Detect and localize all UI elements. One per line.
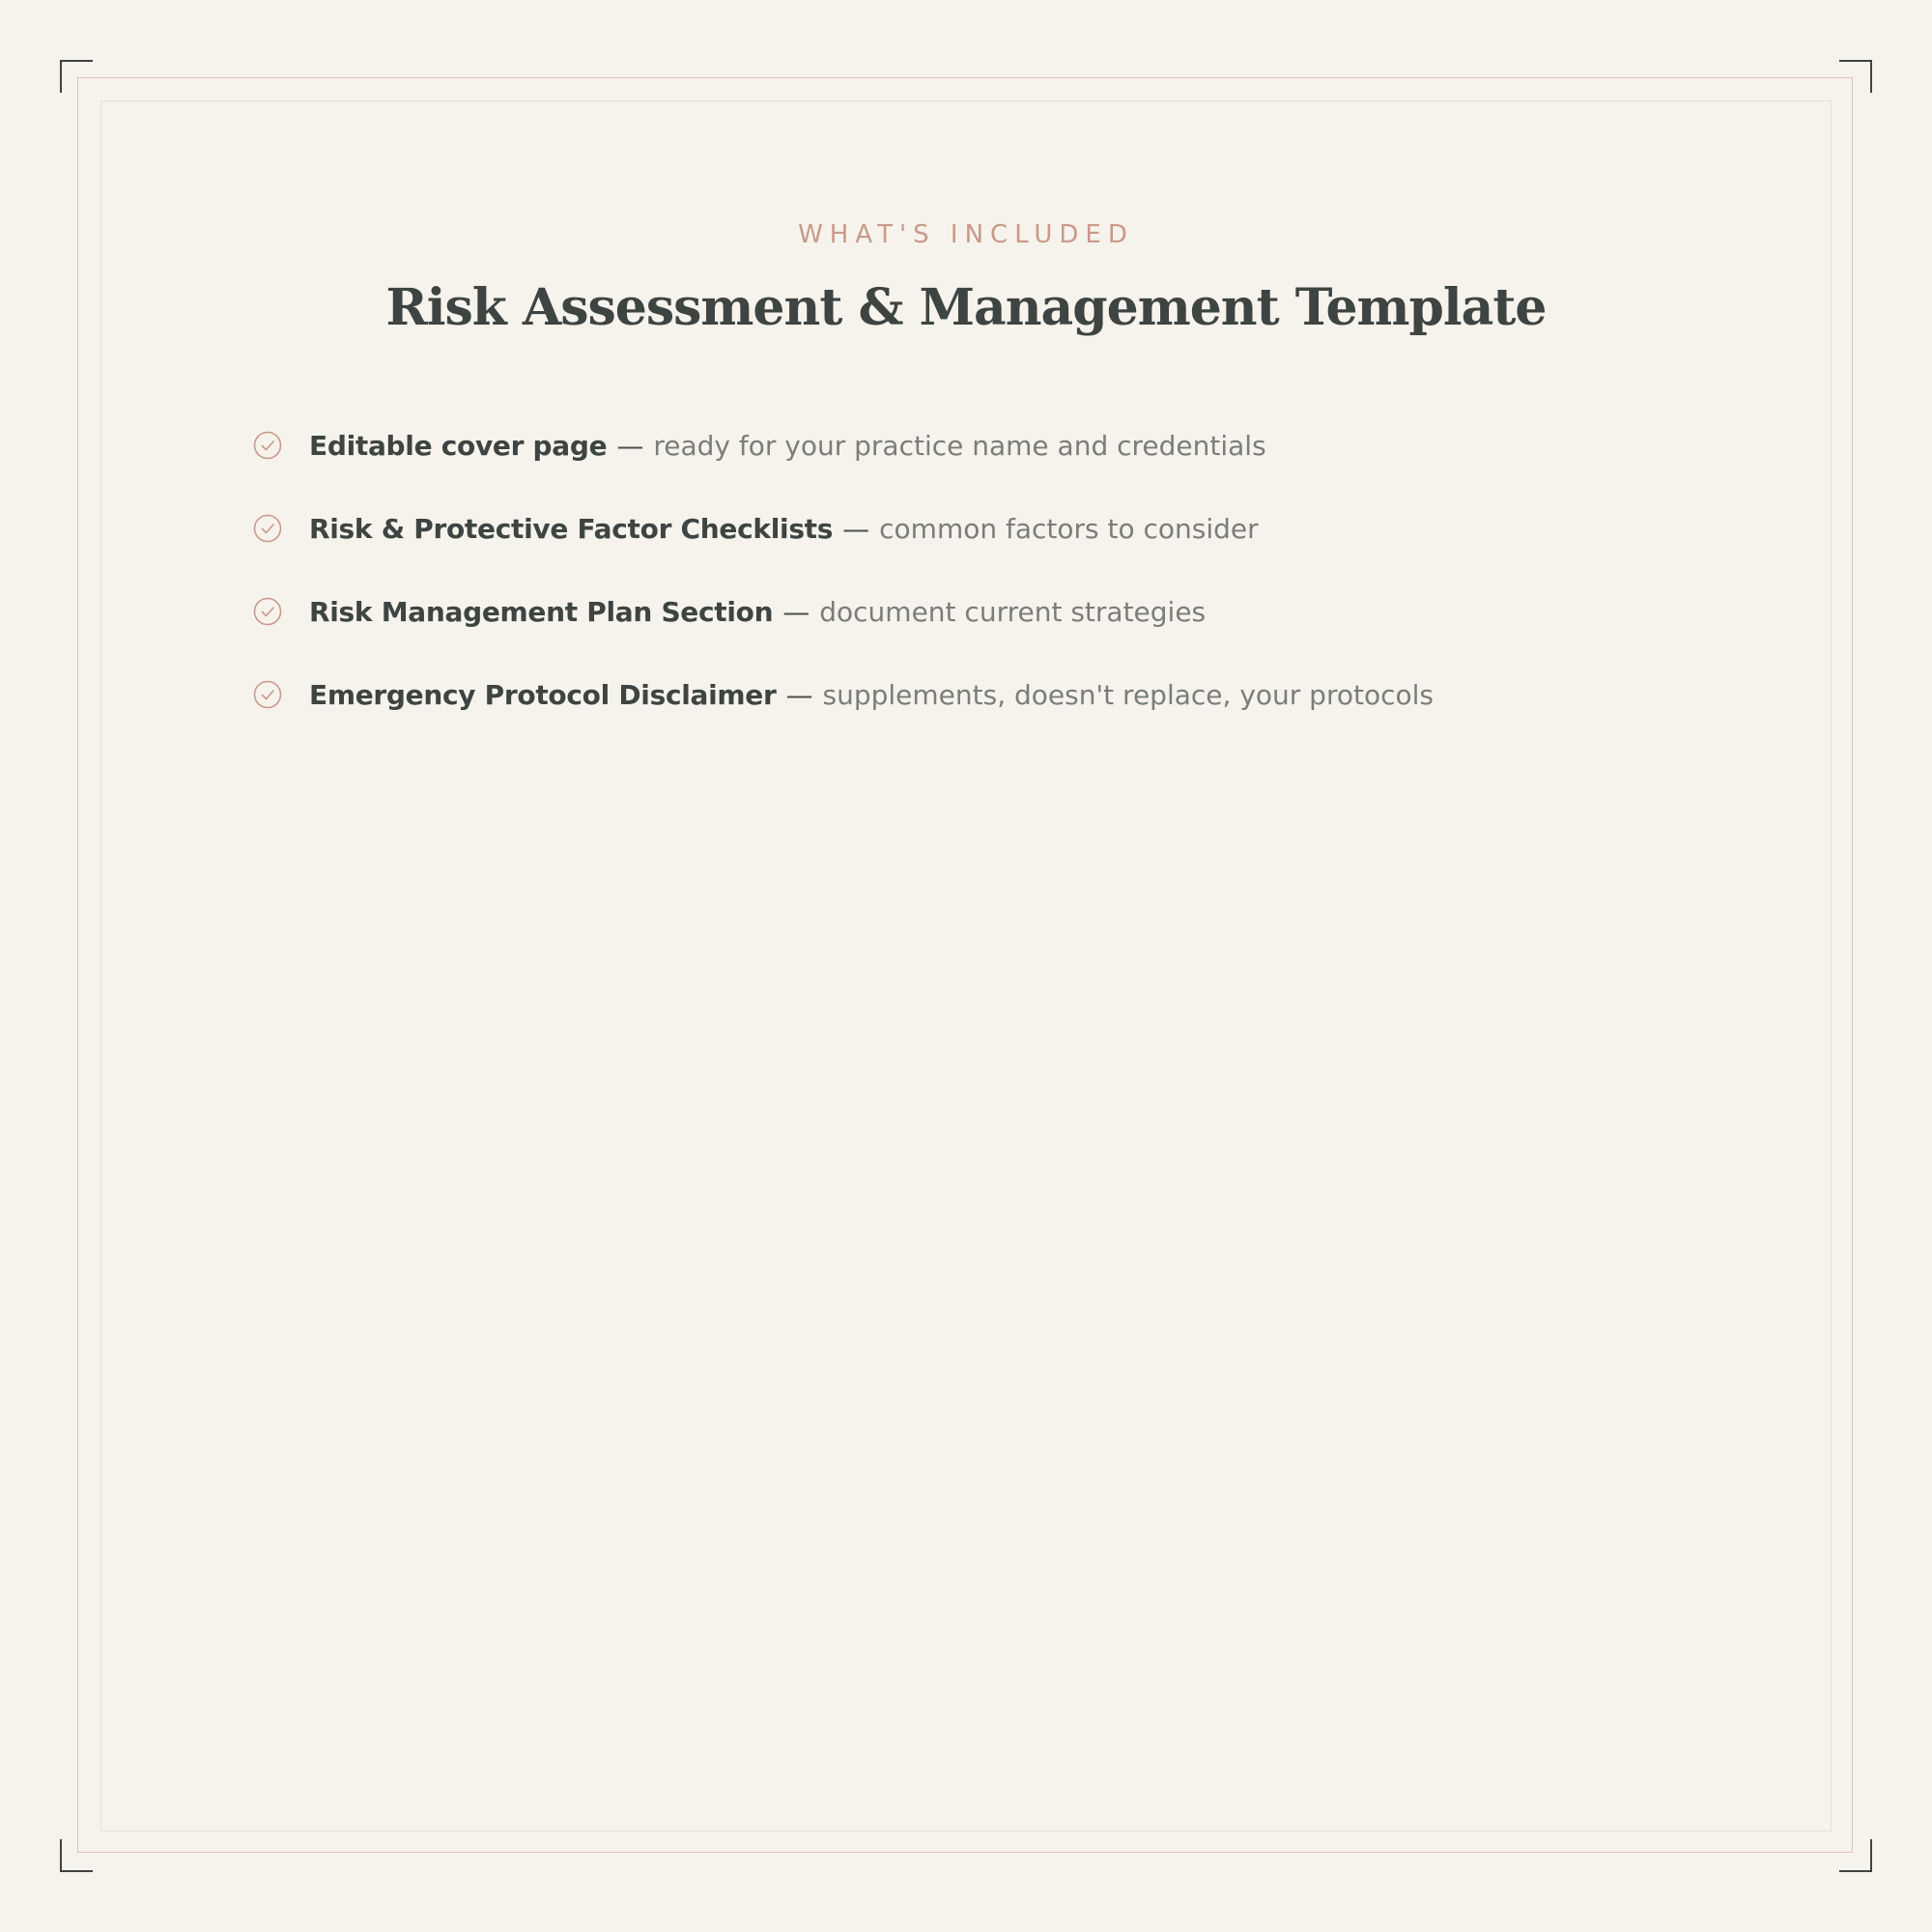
list-item	[253, 589, 1702, 634]
check-circle-icon	[253, 680, 282, 709]
item-separator: —	[616, 429, 644, 462]
check-circle-icon	[253, 431, 282, 460]
item-title: Risk & Protective Factor Checklists	[309, 512, 834, 545]
inner-frame-border	[100, 100, 1832, 1832]
item-title: Editable cover page	[309, 429, 608, 462]
list-item	[253, 423, 1702, 468]
item-description: supplements, doesn't replace, your protocols	[822, 678, 1434, 711]
item-separator: —	[785, 678, 813, 711]
list-item	[253, 506, 1702, 551]
item-separator: —	[842, 512, 870, 545]
included-items-list	[253, 423, 1702, 755]
section-eyebrow: WHAT'S INCLUDED	[798, 220, 1134, 249]
item-description: ready for your practice name and credentials	[653, 429, 1266, 462]
item-separator: —	[782, 595, 810, 628]
page-title: Risk Assessment & Management Template	[385, 278, 1547, 337]
item-description: common factors to consider	[879, 512, 1259, 545]
corner-mark-bottom-left	[60, 1839, 93, 1872]
check-circle-icon	[253, 514, 282, 543]
item-title: Risk Management Plan Section	[309, 595, 774, 628]
corner-mark-bottom-right	[1839, 1839, 1872, 1872]
item-title: Emergency Protocol Disclaimer	[309, 678, 777, 711]
corner-mark-top-right	[1839, 60, 1872, 93]
item-description: document current strategies	[819, 595, 1207, 628]
check-circle-icon	[253, 597, 282, 626]
list-item	[253, 672, 1702, 717]
corner-mark-top-left	[60, 60, 93, 93]
